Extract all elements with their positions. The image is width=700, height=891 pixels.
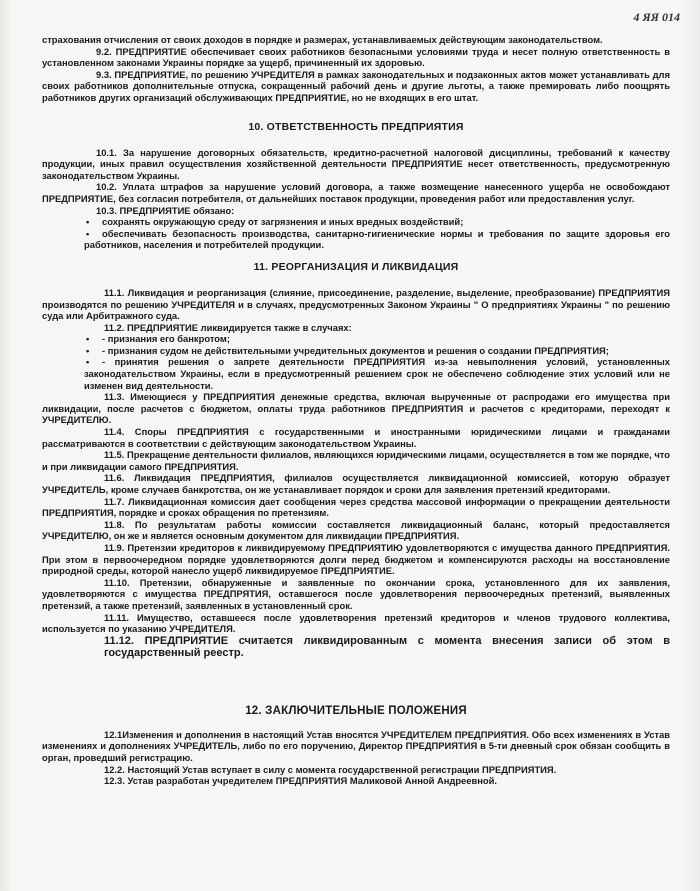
paragraph-12-3: 12.3. Устав разработан учредителем ПРЕДПРИЯТИЯ Маликовой Анной Андреевной. — [104, 775, 498, 787]
paragraph-11-11: 11.11. Имущество, оставшееся после удовлетворения претензий кредиторов и членов трудового коллектива, используется по указанию УЧРЕДИТЕЛЯ. — [42, 611, 670, 635]
paragraph-9-2: 9.2. ПРЕДПРИЯТИЕ обеспечивает своих работников безопасными условиями труда и несет полную ответственность в установленном законами Украины порядке за ущерб, причиненный их здоровью. — [42, 45, 670, 69]
paragraph-10-3: 10.3. ПРЕДПРИЯТИЕ обязано: — [96, 204, 235, 216]
bullet-text: • - принятия решения о запрете деятельности ПРЕДПРИЯТИЯ из-за невыполнения условий, установленных законодательством Украины, если в предусмотренный решением срок не обеспечено соблюдение этих условий или не изменен вид деятельности. — [84, 356, 670, 391]
paragraph-11-6: 11.6. Ликвидация ПРЕДПРИЯТИЯ, филиалов осуществляется ликвидационной комиссией, которую образует УЧРЕДИТЕЛЬ, кроме случаев банкротства, он же устанавливает порядок и сроки для заявления претензий кредиторами. — [42, 472, 670, 495]
paragraph-11-7: 11.7. Ликвидационная комиссия дает сообщения через средства массовой информации о прекращении деятельности ПРЕДПРИЯТИЯ, порядке и сроках обращения по претензиям. — [42, 495, 670, 519]
paragraph-9-1-cont: страхования отчисления от своих доходов в порядке и размерах, устанавливаемых действующим законодательством. — [42, 34, 603, 45]
paragraph-11-5: 11.5. Прекращение деятельности филиалов, являющихся юридическими лицами, осуществляется в том же порядке, что и при ликвидации самого ПРЕДПРИЯТИЯ. — [42, 449, 670, 472]
paragraph-11-12 — [42, 635, 670, 659]
paragraph-11-4: 11.4. Споры ПРЕДПРИЯТИЯ с государственными и иностранными юридическими лицами и гражданами рассматриваются в соответствии с действующим законодательством Украины. — [42, 426, 670, 449]
paragraph-11-8: 11.8. По результатам работы комиссии составляется ликвидационный баланс, который предоставляется УЧРЕДИТЕЛЮ, он же и является основным документом для ликвидации ПРЕДПРИЯТИЯ. — [42, 518, 670, 542]
paragraph-11-12-text: ПРЕДПРИЯТИЕ считается ликвидированным с момента внесения записи об этом в государственный реестр. — [104, 634, 670, 659]
paragraph-11-1: 11.1. Ликвидация и реорганизация (слияние, присоединение, разделение, выделение, преобразование) ПРЕДПРИЯТИЯ производятся по решению УЧРЕДИТЕЛЯ и в случаях, предусмотренных Законом Украины " О предприятиях Украины " по решению суда или Арбитражного суда. — [42, 286, 670, 322]
paragraph-11-3: 11.3. Имеющиеся у ПРЕДПРИЯТИЯ денежные средства, включая вырученные от распродажи его имущества при ликвидации, после расчетов с бюджетом, оплаты труда работников ПРЕДПРИЯТИЯ и расчетов с кредиторами, переходят к УЧРЕДИТЕЛЮ. — [42, 391, 670, 426]
paragraph-12-2: 12.2. Настоящий Устав вступает в силу с момента государственной регистрации ПРЕДПРИЯТИЯ. — [104, 763, 557, 775]
paragraph-12-1: 12.1Изменения и дополнения в настоящий Устав вносятся УЧРЕДИТЕЛЕМ ПРЕДПРИЯТИЯ. Обо всех изменениях в Устав изменениях и дополнениях УЧРЕДИТЕЛЬ, либо по его поручению, Директор ПРЕДПРИЯТИЯ в 5-ти дневный срок обязан сообщить в орган, проведший регистрацию. — [42, 728, 670, 763]
section-10-heading: 10. ОТВЕТСТВЕННОСТЬ ПРЕДПРИЯТИЯ — [248, 120, 464, 133]
paragraph-11-12-number: 11.12. — [104, 634, 134, 647]
bullet-10-3-1 — [42, 216, 670, 228]
bullet-11-2-1 — [42, 333, 670, 345]
paragraph-11-2: 11.2. ПРЕДПРИЯТИЕ ликвидируется также в случаях: — [104, 321, 352, 333]
bullet-10-3-2 — [42, 228, 670, 251]
section-11-heading: 11. РЕОРГАНИЗАЦИЯ И ЛИКВИДАЦИЯ — [253, 260, 459, 273]
bullet-11-2-2 — [42, 345, 670, 357]
bullet-text: • сохранять окружающую среду от загрязнения и иных вредных воздействий; — [102, 216, 464, 228]
bullet-11-2-3 — [42, 356, 670, 391]
section-10 — [42, 121, 670, 251]
section-11 — [42, 261, 670, 659]
section-12-heading: 12. ЗАКЛЮЧИТЕЛЬНЫЕ ПОЛОЖЕНИЯ — [245, 704, 467, 717]
bullet-text: • - признания судом не действительными учредительных документов и решения о создании ПРЕДПРИЯТИЯ; — [102, 344, 609, 356]
bullet-text: • обеспечивать безопасность производства, санитарно-гигиенические нормы и требования по защите здоровья его работников, населения и потребителей продукции. — [84, 227, 670, 251]
paragraph-11-10: 11.10. Претензии, обнаруженные и заявленные по окончании срока, установленного для их заявления, удовлетворяются с имущества ПРЕДПРЯТИЯ, оставшегося после удовлетворения первоочередных претензий, выявленных претензий, а также претензий, заявленных в установленный срок. — [42, 576, 670, 611]
section-12 — [42, 705, 670, 787]
page-number: 4 ЯЯ 014 — [633, 10, 680, 24]
paragraph-10-1: 10.1. За нарушение договорных обязательств, кредитно-расчетной налоговой дисциплины, требований к качеству продукции, иных правил осуществления хозяйственной деятельности ПРЕДПРИЯТИЕ несет ответственность, предусмотренную законодательством Украины. — [42, 146, 670, 181]
paragraph-10-2: 10.2. Уплата штрафов за нарушение условий договора, а также возмещение нанесенного ущерба не освобождают ПРЕДПРИЯТИЕ, без согласия потребителя, от дальнейших поставок продукции, проведения работ или предоставления услуг. — [42, 181, 670, 204]
paragraph-11-9: 11.9. Претензии кредиторов к ликвидируемому ПРЕДПРИЯТИЮ удовлетворяются с имущества данного ПРЕДПРИЯТИЯ. При этом в первоочередном порядке удовлетворяются долги перед бюджетом и компенсируются расходы на восстановление природной среды, которой нанесло ущерб ликвидируемое ПРЕДПРИЯТИЕ. — [42, 541, 670, 577]
bullet-text: • - признания его банкротом; — [102, 333, 230, 345]
paragraph-9-3: 9.3. ПРЕДПРИЯТИЕ, по решению УЧРЕДИТЕЛЯ в рамках законодательных и подзаконных актов может устанавливать для своих работников дополнительные отпуска, сокращенный рабочий день и другие льготы, а также премировать либо поощрять работников других организаций обслуживающих ПРЕДПРИЯТИЕ, но не входящих в его штат. — [42, 68, 670, 103]
section-9-continuation — [42, 34, 670, 104]
